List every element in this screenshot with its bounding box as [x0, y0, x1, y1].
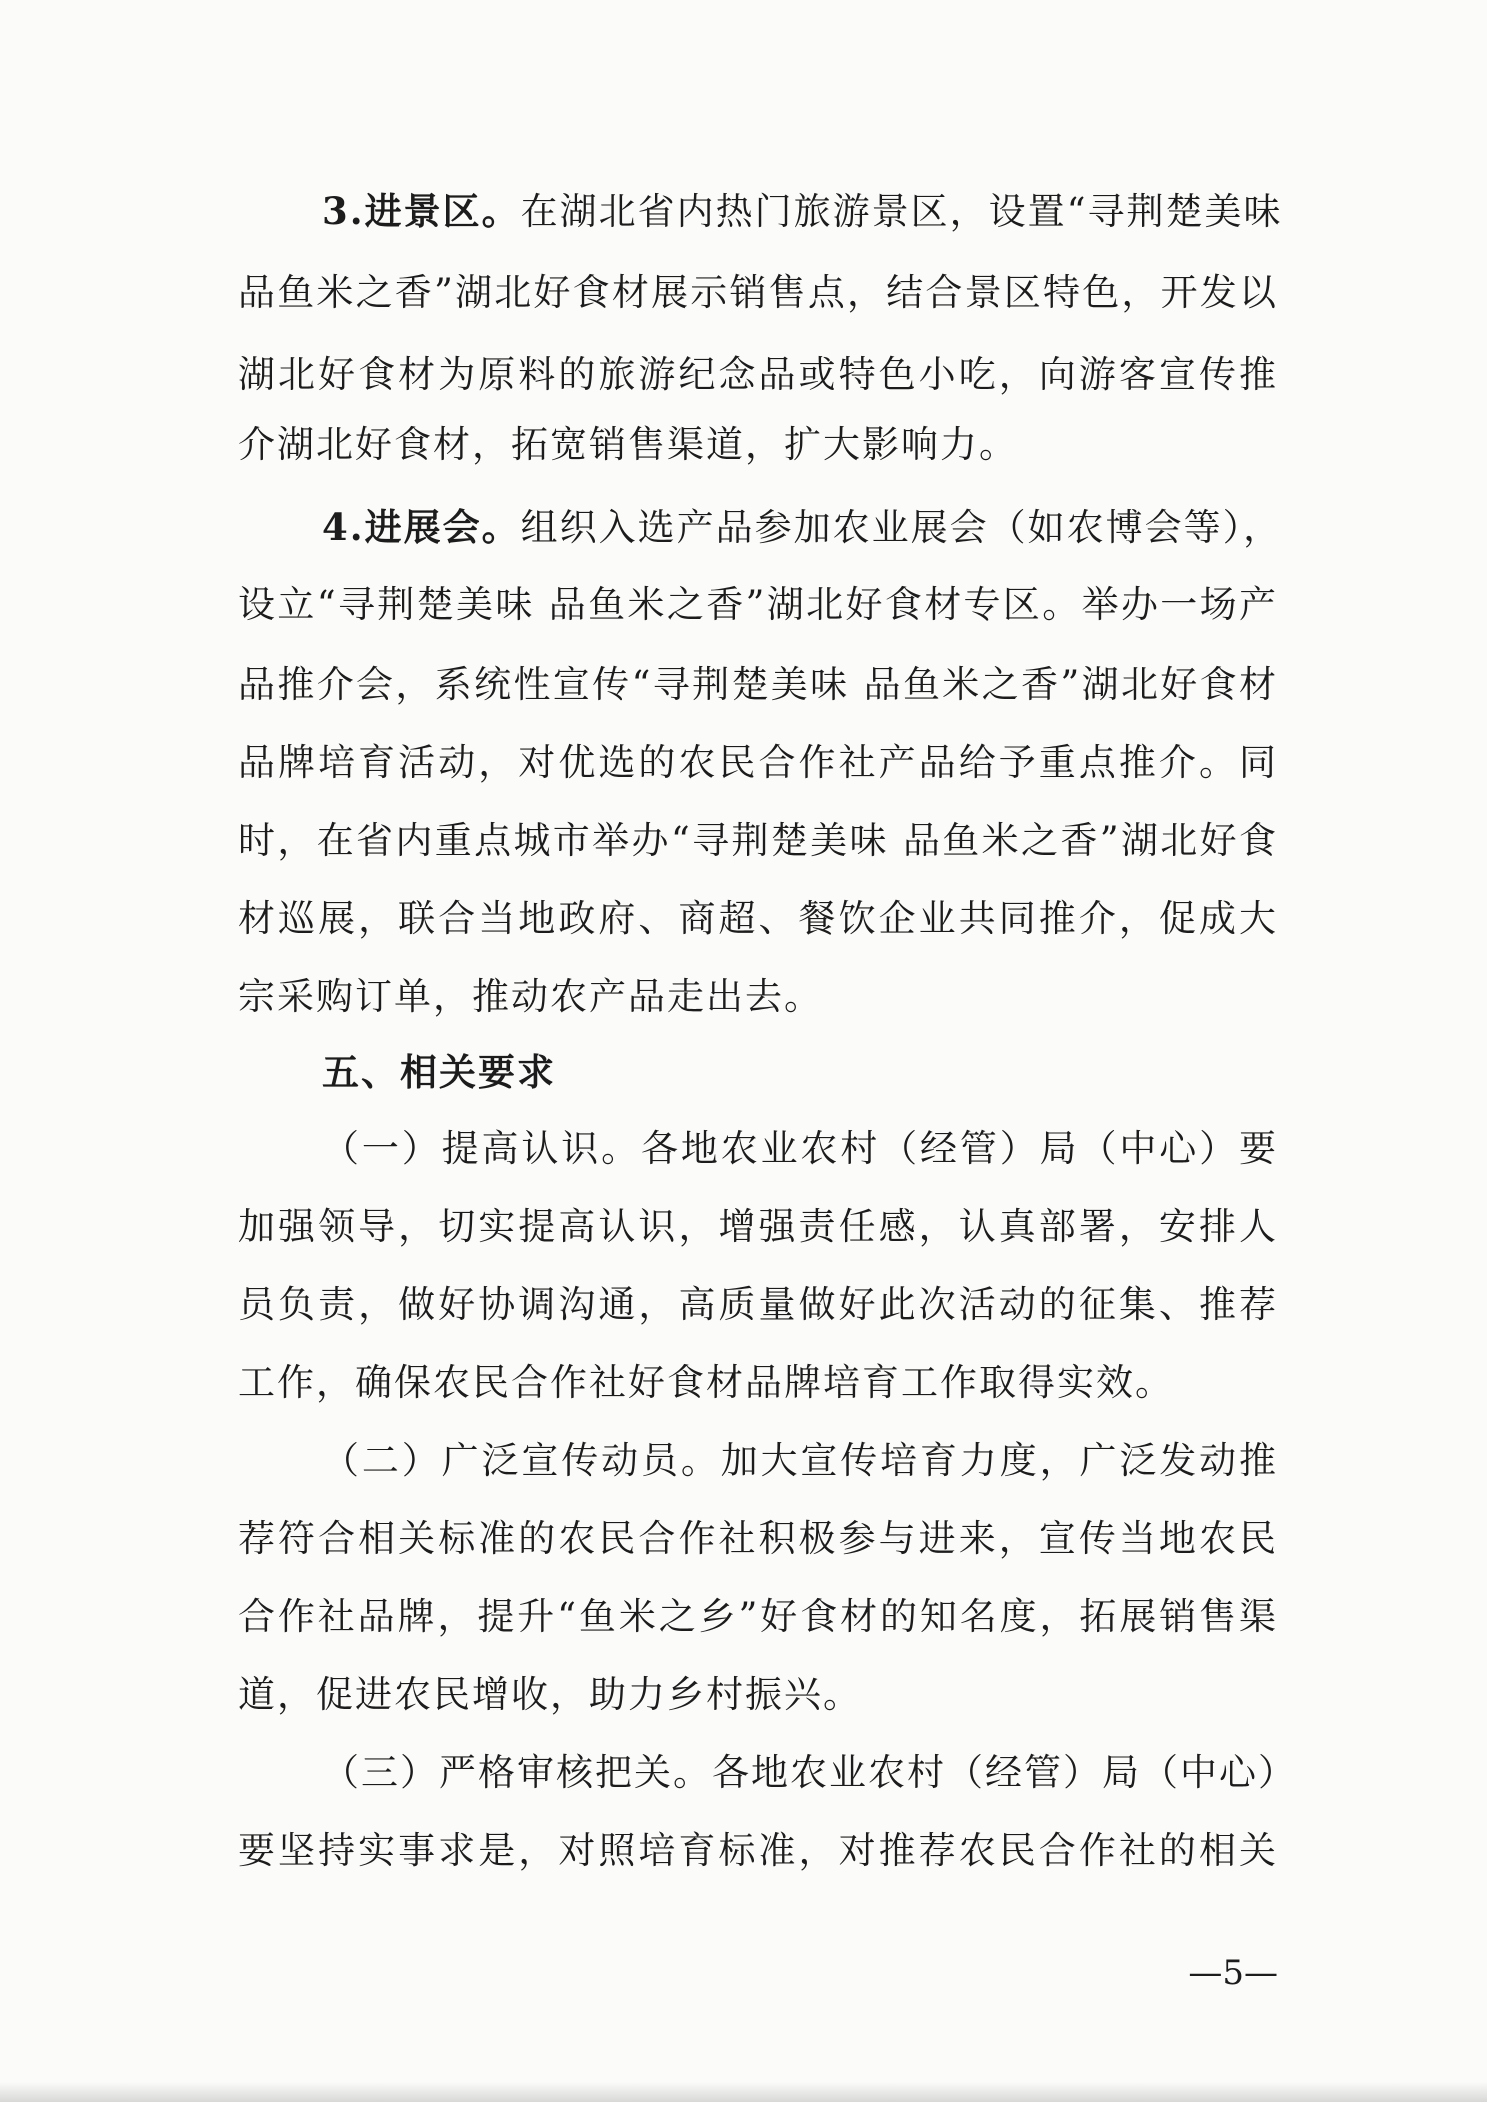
line-text: 材巡展，联合当地政府、商超、餐饮企业共同推介，促成大 [238, 897, 1278, 940]
line-text: 品鱼米之香”湖北好食材展示销售点，结合景区特色，开发以 [238, 271, 1278, 314]
line-text: 时，在省内重点城市举办“寻荆楚美味 品鱼米之香”湖北好食 [238, 819, 1278, 862]
line-text: （二）广泛宣传动员。加大宣传培育力度，广泛发动推 [322, 1439, 1278, 1482]
section-heading-text: 五、相关要求 [322, 1051, 556, 1094]
line-text: 介湖北好食材，拓宽销售渠道，扩大影响力。 [238, 423, 1018, 466]
text-line [238, 956, 1278, 1038]
line-text: 合作社品牌，提升“鱼米之乡”好食材的知名度，拓展销售渠 [238, 1595, 1278, 1638]
page-number: —5— [1188, 1953, 1278, 1993]
text-line [238, 1810, 1278, 1892]
line-text: （三）严格审核把关。各地农业农村（经管）局（中心） [322, 1751, 1297, 1794]
text-line [238, 878, 1278, 960]
line-text: 道，促进农民增收，助力乡村振兴。 [238, 1673, 862, 1716]
line-text: 组织入选产品参加农业展会（如农博会等）， [520, 506, 1283, 549]
scan-bottom-edge [0, 2082, 1487, 2102]
text-line [238, 1186, 1278, 1268]
line-text: 要坚持实事求是，对照培育标准，对推荐农民合作社的相关 [238, 1829, 1278, 1872]
line-text: （一）提高认识。各地农业农村（经管）局（中心）要 [322, 1127, 1278, 1170]
text-line [322, 170, 1283, 252]
section-lead: 3.进景区。 [322, 189, 521, 233]
line-text: 在湖北省内热门旅游景区，设置“寻荆楚美味 [520, 190, 1283, 233]
text-line [238, 252, 1278, 334]
line-text: 品推介会，系统性宣传“寻荆楚美味 品鱼米之香”湖北好食材 [238, 663, 1278, 706]
text-line [238, 1264, 1278, 1346]
text-line [238, 800, 1278, 882]
section-lead: 4.进展会。 [322, 505, 521, 549]
text-line [238, 404, 1278, 486]
line-text: 工作，确保农民合作社好食材品牌培育工作取得实效。 [238, 1361, 1174, 1404]
text-line [238, 722, 1278, 804]
line-text: 设立“寻荆楚美味 品鱼米之香”湖北好食材专区。举办一场产 [238, 583, 1278, 626]
text-line [238, 564, 1278, 646]
text-line [322, 1732, 1297, 1814]
text-line [238, 1498, 1278, 1580]
section-heading [322, 1032, 1278, 1114]
line-text: 加强领导，切实提高认识，增强责任感，认真部署，安排人 [238, 1205, 1278, 1248]
text-line [238, 1654, 1278, 1736]
text-line [322, 1108, 1278, 1190]
line-text: 湖北好食材为原料的旅游纪念品或特色小吃，向游客宣传推 [238, 353, 1278, 396]
line-text: 员负责，做好协调沟通，高质量做好此次活动的征集、推荐 [238, 1283, 1278, 1326]
text-line [238, 1576, 1278, 1658]
text-line [238, 1342, 1278, 1424]
text-line [322, 486, 1283, 568]
line-text: 品牌培育活动，对优选的农民合作社产品给予重点推介。同 [238, 741, 1278, 784]
line-text: 荐符合相关标准的农民合作社积极参与进来，宣传当地农民 [238, 1517, 1278, 1560]
line-text: 宗采购订单，推动农产品走出去。 [238, 975, 823, 1018]
text-line [322, 1420, 1278, 1502]
text-line [238, 644, 1278, 726]
